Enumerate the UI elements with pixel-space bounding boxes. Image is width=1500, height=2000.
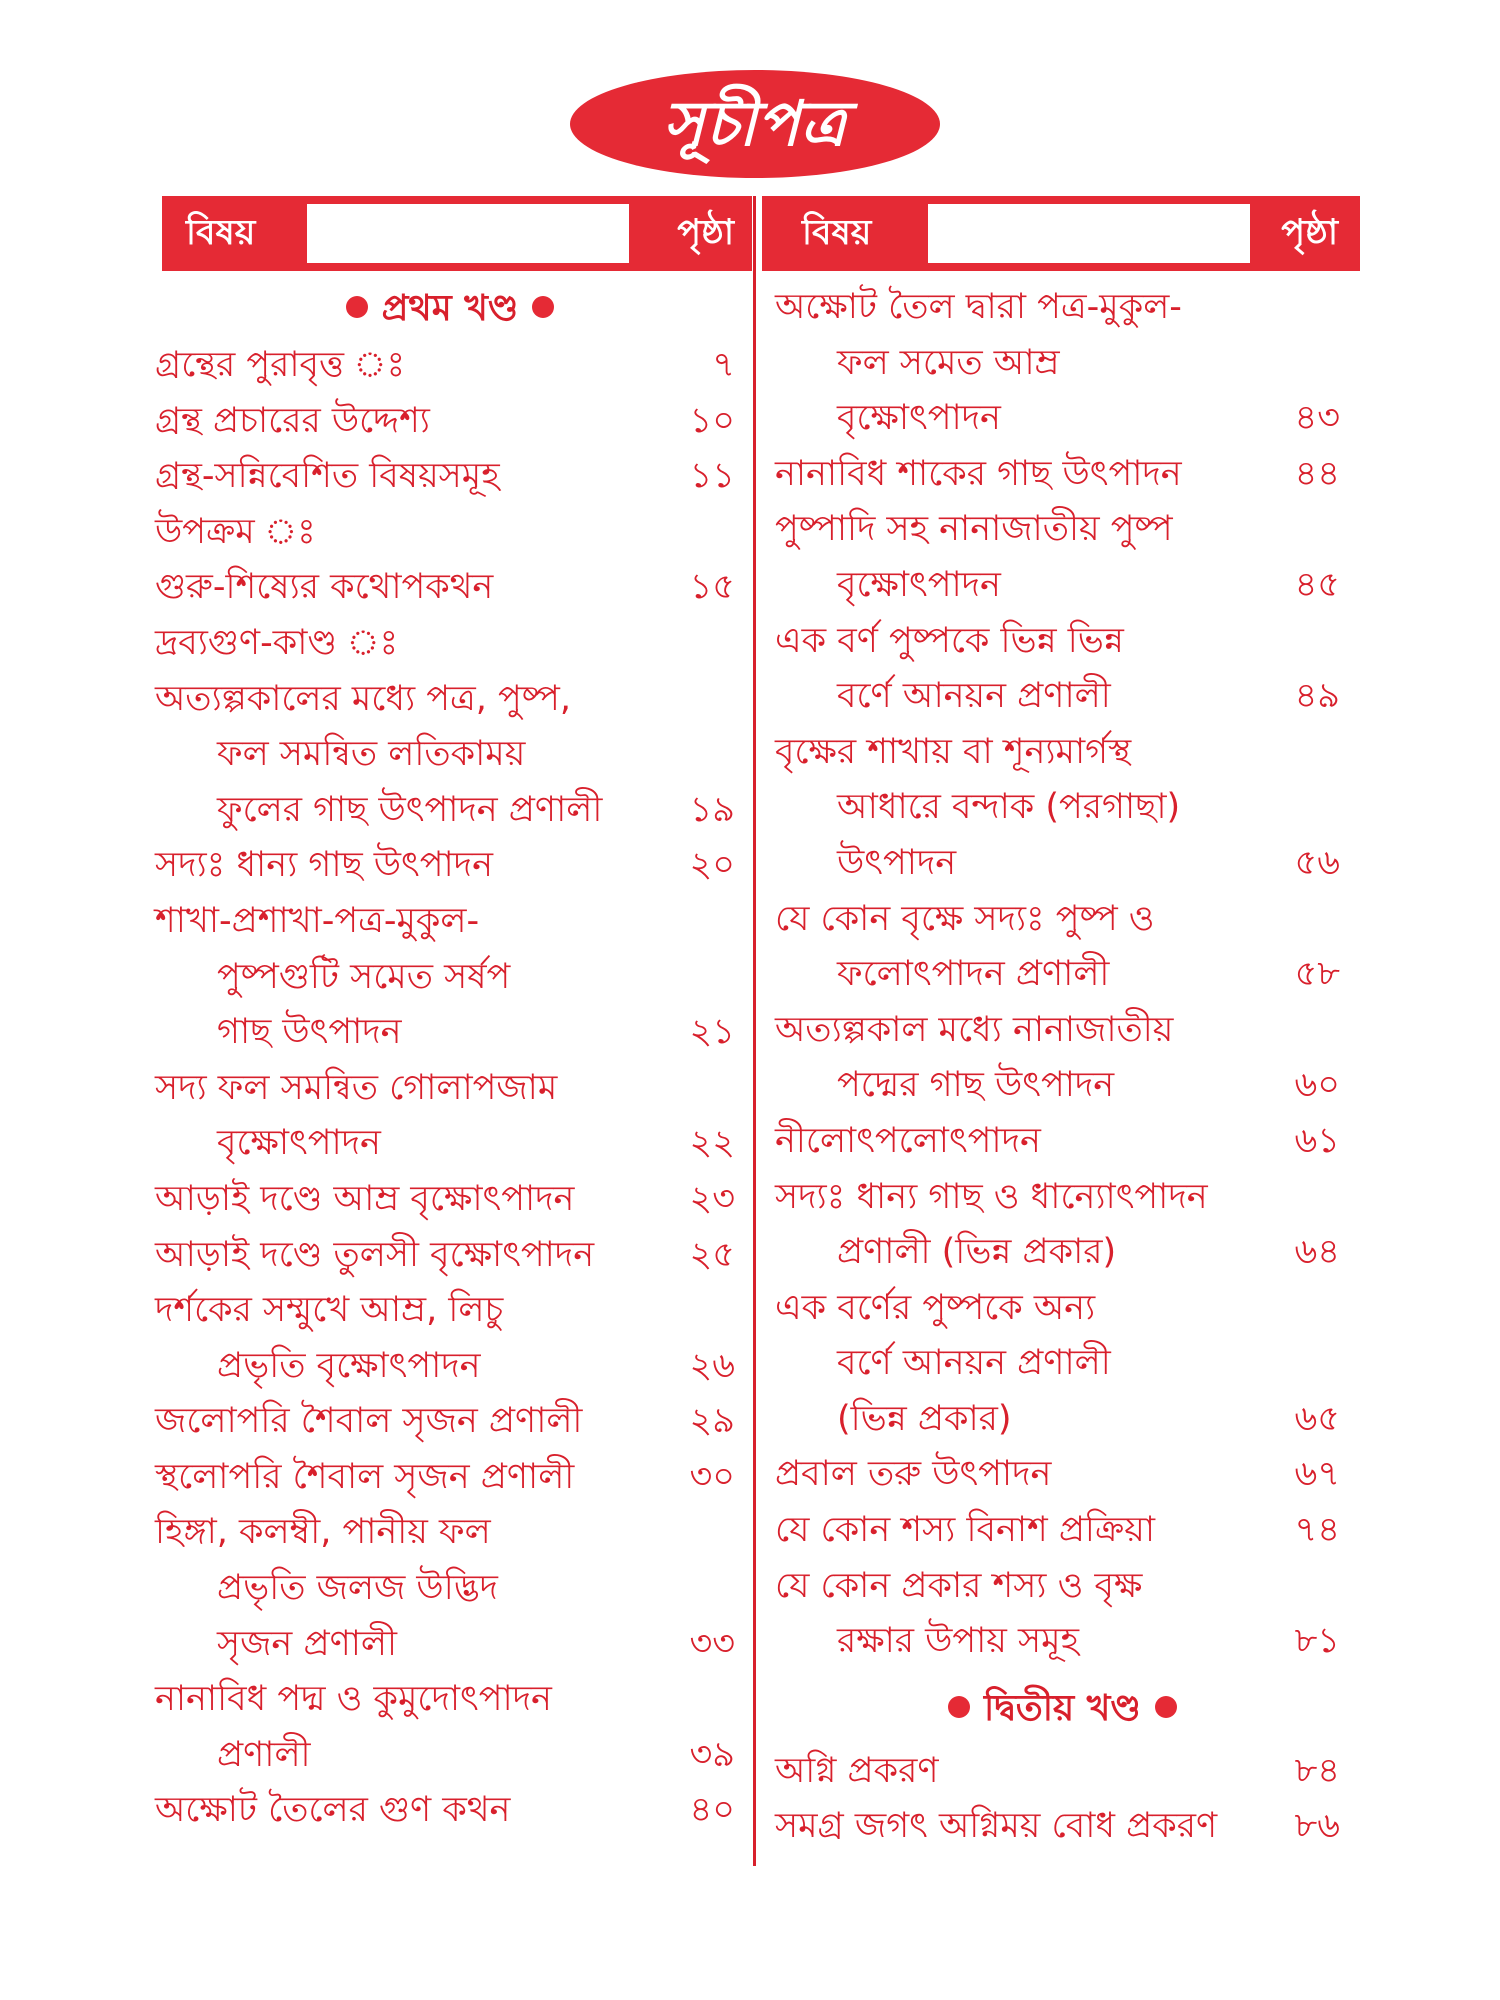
toc-entry-title: সমগ্র জগৎ অগ্নিময় বোধ প্রকরণ	[775, 1806, 1218, 1847]
toc-entry-title: ফুলের গাছ উৎপাদন প্রণালী	[217, 789, 603, 830]
toc-entry	[155, 1672, 745, 1728]
toc-entry-title: দ্রব্যগুণ-কাণ্ড ঃ	[155, 622, 399, 663]
toc-entry	[775, 1559, 1350, 1615]
toc-entry	[155, 1450, 745, 1506]
toc-entry-page: ২২	[689, 1123, 735, 1164]
toc-entry-page: ৮১	[1294, 1621, 1340, 1662]
toc-entry-title: যে কোন শস্য বিনাশ প্রক্রিয়া	[775, 1510, 1155, 1551]
toc-entry-title: পুষ্পগুটি সমেত সর্ষপ	[217, 956, 511, 997]
toc-entry-page: ৬১	[1294, 1120, 1340, 1161]
subject-header: বিষয়	[802, 213, 872, 253]
bullet-dot-icon	[532, 296, 554, 318]
toc-entry	[775, 1799, 1350, 1855]
toc-entry-title: পুষ্পাদি সহ নানাজাতীয় পুষ্প	[775, 509, 1173, 550]
toc-entry-title: নানাবিধ পদ্ম ও কুমুদোৎপাদন	[155, 1679, 552, 1720]
toc-entry	[155, 672, 745, 728]
toc-entry-page: ২১	[689, 1012, 735, 1053]
toc-entry	[155, 1728, 745, 1784]
toc-column-left	[155, 280, 745, 1839]
toc-entry-page: ১৯	[689, 789, 735, 830]
toc-entry-title: ফল সমেত আম্র	[837, 342, 1060, 383]
toc-entry-page: ৮৬	[1294, 1806, 1340, 1847]
toc-entry-title: বৃক্ষের শাখায় বা শূন্যমার্গস্থ	[775, 731, 1132, 772]
toc-entry-page: ১০	[689, 400, 735, 441]
subject-header: বিষয়	[186, 213, 256, 253]
toc-entry-page: ৪৩	[1294, 398, 1340, 439]
toc-entry	[775, 1114, 1350, 1170]
toc-entry	[775, 1744, 1350, 1800]
column-divider	[753, 196, 756, 1866]
toc-entry-title: প্রণালী (ভিন্ন প্রকার)	[837, 1232, 1117, 1273]
toc-entry-title: নানাবিধ শাকের গাছ উৎপাদন	[775, 453, 1182, 494]
toc-entry-title: অগ্নি প্রকরণ	[775, 1750, 939, 1791]
toc-entry	[775, 947, 1350, 1003]
toc-entry	[155, 505, 745, 561]
toc-entry	[775, 447, 1350, 503]
toc-entry-title: আড়াই দণ্ডে আম্র বৃক্ষোৎপাদন	[155, 1178, 575, 1219]
toc-entry	[775, 1058, 1350, 1114]
toc-entry-title: গাছ উৎপাদন	[217, 1012, 402, 1053]
toc-entry-page: ২৬	[689, 1345, 735, 1386]
title-badge	[570, 70, 940, 178]
toc-entry	[775, 1225, 1350, 1281]
toc-entry	[155, 1283, 745, 1339]
toc-entry-title: ফলোৎপাদন প্রণালী	[837, 954, 1110, 995]
toc-entry	[775, 1281, 1350, 1337]
toc-entry-page: ৩০	[689, 1456, 735, 1497]
toc-entry	[155, 1339, 745, 1395]
toc-entry-title: গুরু-শিষ্যের কথোপকথন	[155, 567, 494, 608]
toc-entry	[775, 1003, 1350, 1059]
toc-entry-title: বৃক্ষোৎপাদন	[217, 1123, 381, 1164]
toc-entry-title: উপক্রম ঃ	[155, 511, 316, 552]
table-header-right	[762, 196, 1360, 271]
toc-entry-title: যে কোন প্রকার শস্য ও বৃক্ষ	[775, 1565, 1143, 1606]
toc-entry-title: সদ্য ফল সমন্বিত গোলাপজাম	[155, 1067, 558, 1108]
toc-entry-title: সদ্যঃ ধান্য গাছ ও ধান্যোৎপাদন	[775, 1176, 1208, 1217]
toc-entry-title: প্রভৃতি জলজ উদ্ভিদ	[217, 1568, 498, 1609]
bullet-dot-icon	[948, 1696, 970, 1718]
toc-entry	[775, 836, 1350, 892]
toc-list-left	[155, 338, 745, 1839]
toc-entry-title: রক্ষার উপায় সমূহ	[837, 1621, 1079, 1662]
toc-list-right-second	[775, 1744, 1350, 1855]
toc-column-right	[775, 280, 1350, 1855]
toc-entry-page: ৪৫	[1294, 564, 1340, 605]
toc-entry-page: ৪৯	[1294, 676, 1340, 717]
toc-entry	[155, 1561, 745, 1617]
toc-entry-page: ৮৪	[1294, 1750, 1340, 1791]
toc-entry	[155, 1617, 745, 1673]
toc-entry-title: গ্রন্থ প্রচারের উদ্দেশ্য	[155, 400, 430, 441]
toc-entry	[155, 727, 745, 783]
header-blank-box	[928, 204, 1250, 263]
toc-entry-page: ৪৪	[1294, 453, 1340, 494]
toc-entry	[775, 1503, 1350, 1559]
toc-entry-title: আড়াই দণ্ডে তুলসী বৃক্ষোৎপাদন	[155, 1234, 595, 1275]
toc-entry	[775, 280, 1350, 336]
toc-entry-page: ৬৪	[1294, 1232, 1340, 1273]
toc-entry	[775, 892, 1350, 948]
toc-entry-page: ৭	[712, 345, 735, 385]
toc-entry-page: ৩৩	[689, 1623, 735, 1664]
toc-entry	[775, 725, 1350, 781]
header-blank-box	[307, 204, 629, 263]
page-header: পৃষ্ঠা	[1281, 213, 1338, 253]
toc-entry-title: হিঙ্গা, কলম্বী, পানীয় ফল	[155, 1512, 491, 1553]
toc-entry-title: শাখা-প্রশাখা-পত্র-মুকুল-	[155, 900, 480, 941]
toc-entry-title: অত্যল্পকাল মধ্যে নানাজাতীয়	[775, 1009, 1174, 1050]
toc-entry	[775, 669, 1350, 725]
toc-list-right	[775, 280, 1350, 1670]
toc-entry	[775, 1614, 1350, 1670]
toc-entry	[155, 1783, 745, 1839]
toc-entry-title: পদ্মের গাছ উৎপাদন	[837, 1065, 1115, 1106]
toc-entry	[775, 780, 1350, 836]
section-heading-second	[775, 1680, 1350, 1738]
toc-entry	[155, 1061, 745, 1117]
toc-entry-page: ৭৪	[1294, 1510, 1340, 1551]
toc-entry-title: প্রবাল তরু উৎপাদন	[775, 1454, 1052, 1495]
toc-entry-title: অত্যল্পকালের মধ্যে পত্র, পুষ্প,	[155, 678, 571, 719]
toc-entry-title: অক্ষোট তৈলের গুণ কথন	[155, 1790, 511, 1831]
toc-entry-title: সদ্যঃ ধান্য গাছ উৎপাদন	[155, 845, 493, 886]
toc-entry-page: ১১	[689, 456, 735, 497]
toc-entry-title: এক বর্ণের পুষ্পকে অন্য	[775, 1287, 1096, 1328]
toc-entry	[775, 1170, 1350, 1226]
toc-entry	[155, 783, 745, 839]
toc-entry	[155, 1005, 745, 1061]
page-header: পৃষ্ঠা	[677, 213, 734, 253]
toc-entry-page: ৬০	[1294, 1065, 1340, 1106]
toc-entry	[155, 1172, 745, 1228]
toc-entry	[155, 394, 745, 450]
toc-entry-title: দর্শকের সম্মুখে আম্র, লিচু	[155, 1290, 504, 1331]
toc-entry-page: ১৫	[689, 567, 735, 608]
page-title: সূচীপত্র	[663, 87, 847, 160]
toc-entry-title: গ্রন্থের পুরাবৃত্ত ঃ	[155, 345, 406, 385]
toc-entry-title: যে কোন বৃক্ষে সদ্যঃ পুষ্প ও	[775, 898, 1155, 939]
toc-entry-page: ৫৮	[1294, 954, 1340, 995]
toc-entry-title: অক্ষোট তৈল দ্বারা পত্র-মুকুল-	[775, 287, 1182, 327]
toc-entry-page: ৩৯	[689, 1734, 735, 1775]
toc-entry-title: গ্রন্থ-সন্নিবেশিত বিষয়সমূহ	[155, 456, 500, 497]
table-header-left	[162, 196, 752, 271]
toc-entry	[775, 558, 1350, 614]
toc-entry	[155, 894, 745, 950]
toc-entry-title: প্রণালী	[217, 1734, 311, 1775]
toc-entry-title: ফল সমন্বিত লতিকাময়	[217, 734, 526, 775]
toc-entry-title: এক বর্ণ পুষ্পকে ভিন্ন ভিন্ন	[775, 620, 1124, 661]
toc-entry-title: উৎপাদন	[837, 842, 957, 883]
toc-entry	[155, 1394, 745, 1450]
toc-entry	[155, 560, 745, 616]
toc-entry-page: ২৯	[689, 1401, 735, 1442]
toc-entry-page: ৬৭	[1294, 1454, 1340, 1495]
toc-entry-page: ২৫	[689, 1234, 735, 1275]
toc-entry	[775, 336, 1350, 392]
toc-entry-title: আধারে বন্দাক (পরগাছা)	[837, 787, 1181, 828]
toc-entry	[155, 1228, 745, 1284]
toc-entry	[155, 616, 745, 672]
toc-entry-title: সৃজন প্রণালী	[217, 1623, 397, 1664]
toc-entry-page: ২০	[689, 845, 735, 886]
toc-entry-page: ৪০	[689, 1790, 735, 1831]
toc-entry-page: ৬৫	[1294, 1398, 1340, 1439]
toc-entry	[775, 614, 1350, 670]
toc-entry-title: বৃক্ষোৎপাদন	[837, 398, 1001, 439]
toc-entry	[155, 950, 745, 1006]
toc-entry-page: ২৩	[689, 1178, 735, 1219]
toc-entry	[155, 338, 745, 394]
toc-entry-title: বৃক্ষোৎপাদন	[837, 564, 1001, 605]
toc-entry-page: ৫৬	[1294, 842, 1340, 883]
bullet-dot-icon	[346, 296, 368, 318]
toc-entry	[155, 1505, 745, 1561]
toc-entry-title: প্রভৃতি বৃক্ষোৎপাদন	[217, 1345, 481, 1386]
toc-entry-title: স্থলোপরি শৈবাল সৃজন প্রণালী	[155, 1456, 575, 1497]
toc-entry	[775, 502, 1350, 558]
toc-entry	[155, 1116, 745, 1172]
toc-entry	[775, 391, 1350, 447]
toc-entry-title: বর্ণে আনয়ন প্রণালী	[837, 676, 1111, 717]
toc-entry	[775, 1447, 1350, 1503]
section-title: প্রথম খণ্ড	[381, 288, 519, 329]
toc-entry	[155, 449, 745, 505]
section-heading-first	[155, 280, 745, 338]
section-title: দ্বিতীয় খণ্ড	[984, 1687, 1141, 1729]
toc-entry	[775, 1392, 1350, 1448]
toc-entry	[775, 1336, 1350, 1392]
toc-entry	[155, 838, 745, 894]
toc-entry-title: বর্ণে আনয়ন প্রণালী	[837, 1343, 1111, 1384]
toc-entry-title: (ভিন্ন প্রকার)	[837, 1398, 1012, 1439]
toc-entry-title: নীলোৎপলোৎপাদন	[775, 1120, 1041, 1161]
toc-entry-title: জলোপরি শৈবাল সৃজন প্রণালী	[155, 1401, 583, 1442]
bullet-dot-icon	[1155, 1696, 1177, 1718]
